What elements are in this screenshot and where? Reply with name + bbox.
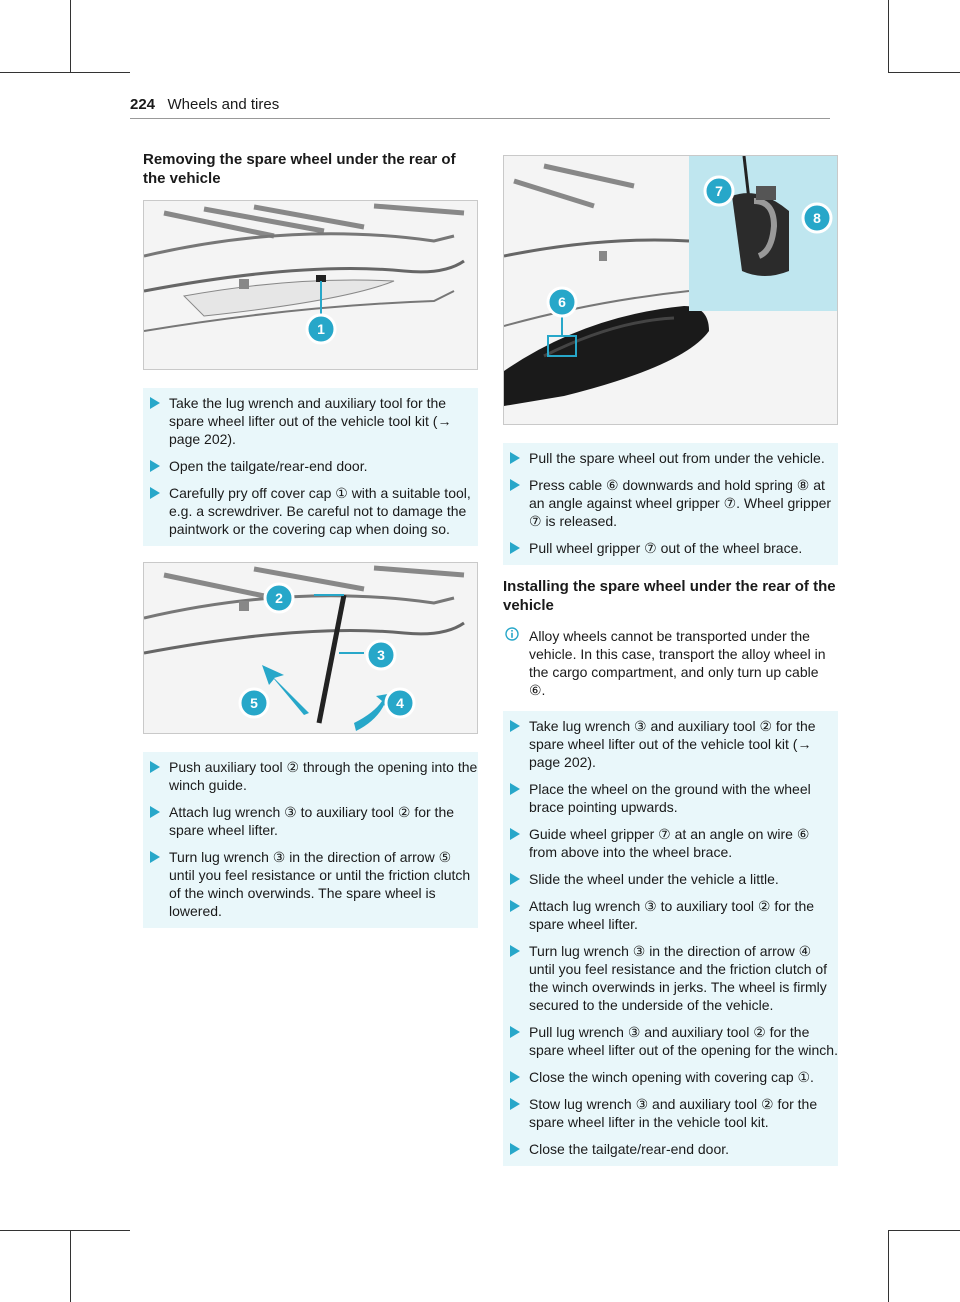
step-text: Pull wheel gripper ⑦ out of the wheel brace.	[529, 540, 803, 556]
page-number: 224	[130, 96, 156, 113]
crop-mark	[888, 1230, 960, 1231]
step-arrow-icon	[510, 945, 520, 957]
step-text: Take lug wrench ③ and auxiliary tool ② for the spare wheel lifter out of the vehicle tool kit (→ page 202).	[529, 718, 816, 770]
instruction-step	[143, 484, 478, 538]
step-text: Pull the spare wheel out from under the vehicle.	[529, 450, 825, 466]
step-arrow-icon	[510, 479, 520, 491]
step-text: Turn lug wrench ③ in the direction of arrow ⑤ until you feel resistance or until the friction clutch of the winch overwinds. The spare wheel is lowered.	[169, 849, 471, 919]
step-arrow-icon	[510, 783, 520, 795]
instruction-step	[143, 758, 478, 794]
callout-label: 3	[377, 647, 385, 663]
instruction-step	[143, 457, 478, 475]
step-text: Take the lug wrench and auxiliary tool for the spare wheel lifter out of the vehicle tool kit (→ page 202).	[169, 395, 452, 447]
step-arrow-icon	[510, 900, 520, 912]
figure-insert-tool	[143, 562, 478, 734]
step-arrow-icon	[510, 720, 520, 732]
step-text: Close the winch opening with covering cap ①.	[529, 1069, 814, 1085]
step-text: Open the tailgate/rear-end door.	[169, 458, 368, 474]
step-arrow-icon	[510, 1071, 520, 1083]
step-text: Guide wheel gripper ⑦ at an angle on wire ⑥ from above into the wheel brace.	[529, 826, 810, 860]
steps-remove-1	[143, 388, 478, 546]
step-arrow-icon	[510, 542, 520, 554]
steps-remove-2	[143, 752, 478, 928]
step-arrow-icon	[510, 452, 520, 464]
crop-mark	[0, 1230, 130, 1231]
callout-label: 6	[558, 294, 566, 310]
note-text: Alloy wheels cannot be transported under the vehicle. In this case, transport the alloy wheel in the cargo compartment, and only turn up cable ⑥.	[529, 628, 826, 698]
instruction-step	[503, 449, 838, 467]
step-arrow-icon	[150, 397, 160, 409]
info-note	[503, 627, 838, 699]
callout-label: 5	[250, 695, 258, 711]
instruction-step	[503, 1140, 838, 1158]
removing-heading: Removing the spare wheel under the rear of the vehicle	[143, 151, 456, 187]
figure-wheel-gripper	[503, 155, 838, 425]
step-text: Pull lug wrench ③ and auxiliary tool ② for the spare wheel lifter out of the opening for the winch.	[529, 1024, 838, 1058]
crop-mark	[888, 1230, 889, 1302]
callout-label: 7	[715, 183, 723, 199]
step-text: Press cable ⑥ downwards and hold spring ⑧ at an angle against wheel gripper ⑦. Wheel gripper ⑦ is released.	[529, 477, 832, 529]
step-arrow-icon	[150, 460, 160, 472]
crop-mark	[888, 72, 960, 73]
installing-heading: Installing the spare wheel under the rear of the vehicle	[503, 578, 836, 614]
instruction-step	[503, 1095, 838, 1131]
step-text: Slide the wheel under the vehicle a little.	[529, 871, 779, 887]
page-header	[130, 96, 830, 118]
instruction-step	[143, 803, 478, 839]
instruction-step	[143, 848, 478, 920]
step-text: Close the tailgate/rear-end door.	[529, 1141, 730, 1157]
instruction-step	[503, 539, 838, 557]
crop-mark	[70, 0, 71, 72]
step-text: Push auxiliary tool ② through the opening into the winch guide.	[169, 759, 478, 793]
step-text: Place the wheel on the ground with the wheel brace pointing upwards.	[529, 781, 811, 815]
callout-label: 4	[396, 695, 404, 711]
instruction-step	[503, 825, 838, 861]
crop-mark	[0, 72, 130, 73]
step-text: Stow lug wrench ③ and auxiliary tool ② for the spare wheel lifter in the vehicle tool kit.	[529, 1096, 818, 1130]
callout-label: 1	[317, 321, 325, 337]
right-column	[503, 155, 838, 1178]
step-arrow-icon	[510, 1098, 520, 1110]
instruction-step	[143, 394, 478, 448]
step-text: Carefully pry off cover cap ① with a suitable tool, e.g. a screwdriver. Be careful not to damage the paintwork or the covering cap when doing so.	[169, 485, 471, 537]
step-arrow-icon	[510, 873, 520, 885]
step-arrow-icon	[150, 806, 160, 818]
instruction-step	[503, 870, 838, 888]
instruction-step	[503, 717, 838, 771]
steps-install	[503, 711, 838, 1166]
step-arrow-icon	[510, 1026, 520, 1038]
step-arrow-icon	[150, 761, 160, 773]
section-title: Wheels and tires	[167, 96, 280, 113]
step-arrow-icon	[150, 487, 160, 499]
left-column	[143, 150, 478, 940]
step-text: Attach lug wrench ③ to auxiliary tool ② for the spare wheel lifter.	[529, 898, 815, 932]
step-arrow-icon	[150, 851, 160, 863]
figure-cover-cap	[143, 200, 478, 370]
instruction-step	[503, 1023, 838, 1059]
step-arrow-icon	[510, 1143, 520, 1155]
instruction-step	[503, 897, 838, 933]
step-text: Turn lug wrench ③ in the direction of arrow ④ until you feel resistance and the friction clutch of the winch overwinds in jerks. The wheel is firmly secured to the underside of the vehicle.	[529, 943, 828, 1013]
instruction-step	[503, 942, 838, 1014]
steps-remove-3	[503, 443, 838, 565]
instruction-step	[503, 476, 838, 530]
instruction-step	[503, 1068, 838, 1086]
step-arrow-icon	[510, 828, 520, 840]
callout-label: 2	[275, 590, 283, 606]
step-text: Attach lug wrench ③ to auxiliary tool ② for the spare wheel lifter.	[169, 804, 455, 838]
crop-mark	[888, 0, 889, 72]
instruction-step	[503, 780, 838, 816]
header-rule	[130, 118, 830, 119]
info-icon	[505, 627, 519, 641]
crop-mark	[70, 1230, 71, 1302]
callout-label: 8	[813, 210, 821, 226]
